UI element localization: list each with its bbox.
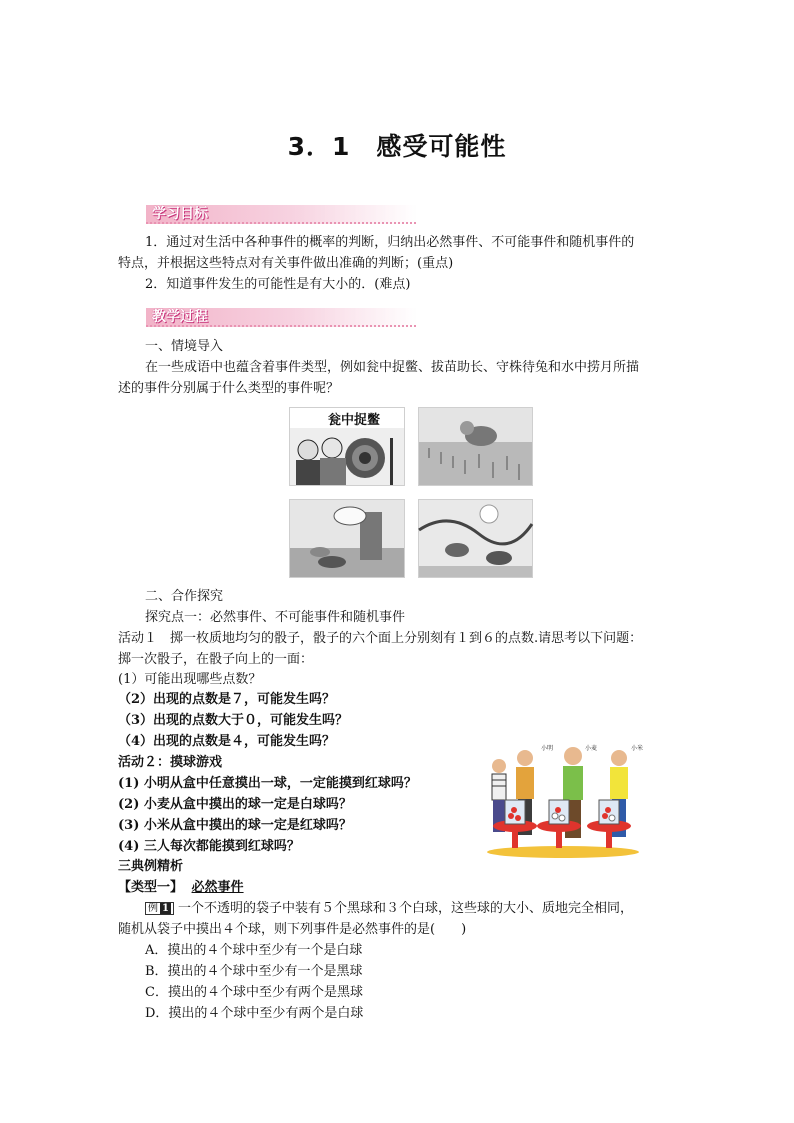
idiom-image-rabbit xyxy=(289,499,405,578)
type-1-name: 必然事件 xyxy=(191,880,244,895)
section-banner-process xyxy=(146,308,416,327)
example-option-c: C．摸出的４个球中至少有两个是黑球 xyxy=(145,985,363,1000)
example-option-a: A．摸出的４个球中至少有一个是白球 xyxy=(145,943,363,958)
type-1-heading xyxy=(118,878,244,898)
goal-1-line-1: 1．通过对生活中各种事件的概率的判断，归纳出必然事件、不可能事件和随机事件的 xyxy=(145,235,635,250)
activity-2-q3: (3) 小米从盒中摸出的球一定是红球吗？ xyxy=(118,818,352,833)
idiom-image-turtle xyxy=(289,407,405,486)
example-option-b: B．摸出的４个球中至少有一个是黑球 xyxy=(145,964,363,979)
example-badge xyxy=(145,902,174,915)
example-badge-label: 例 xyxy=(148,903,158,914)
banner-label: 学习目标 xyxy=(152,206,208,222)
question-3: （3）出现的点数大于０，可能发生吗？ xyxy=(118,713,349,728)
explore-point-1: 探究点一：必然事件、不可能事件和随机事件 xyxy=(145,610,406,625)
section-banner-goals xyxy=(146,205,416,224)
kid-name-1: 小明 xyxy=(541,745,554,752)
question-2: （2）出现的点数是７，可能发生吗？ xyxy=(118,692,336,707)
example-badge-number: 1 xyxy=(162,903,169,914)
example-1-line-2: 随机从袋子中摸出４个球，则下列事件是必然事件的是( ) xyxy=(118,922,467,937)
activity-2-q2: (2) 小麦从盒中摸出的球一定是白球吗？ xyxy=(118,797,352,812)
page-title: 3．1 感受可能性 xyxy=(287,132,507,161)
banner-label: 教学过程 xyxy=(152,309,208,325)
intro-heading: 一、情境导入 xyxy=(145,339,224,354)
question-1: (1）可能出现哪些点数？ xyxy=(118,672,262,687)
example-option-d: D．摸出的４个球中至少有两个是白球 xyxy=(145,1006,364,1021)
idiom-image-seedlings xyxy=(418,407,533,486)
intro-paragraph-line-2: 述的事件分别属于什么类型的事件呢？ xyxy=(118,381,340,396)
activity-2-q4: (4) 三人每次都能摸到红球吗？ xyxy=(118,839,300,854)
activity-1-line-1: 活动１ 掷一枚质地均匀的骰子，骰子的六个面上分别刻有１到６的点数.请思考以下问题： xyxy=(118,631,643,646)
explore-heading: 二、合作探究 xyxy=(145,589,224,604)
goal-1-line-2: 特点，并根据这些特点对有关事件做出准确的判断；(重点) xyxy=(118,256,454,271)
type-1-bracket: 【类型一】 xyxy=(118,880,184,895)
kid-name-3: 小米 xyxy=(631,745,644,752)
example-1-line-1 xyxy=(145,899,633,919)
activity-2-title: 活动２：摸球游戏 xyxy=(118,755,223,770)
activity-2-q1: (1) 小明从盒中任意摸出一球，一定能摸到红球吗？ xyxy=(118,776,417,791)
kid-name-2: 小麦 xyxy=(585,745,598,752)
idiom-caption: 瓮中捉鳖 xyxy=(327,413,381,428)
activity-1-line-2: 掷一次骰子，在骰子向上的一面： xyxy=(118,652,314,667)
examples-heading: 三典例精析 xyxy=(118,859,184,874)
ball-game-illustration xyxy=(485,744,644,858)
example-1-text-1: 一个不透明的袋子中装有５个黑球和３个白球，这些球的大小、质地完全相同， xyxy=(177,901,633,916)
goal-2: 2．知道事件发生的可能性是有大小的．(难点) xyxy=(145,277,411,292)
idiom-image-moon xyxy=(418,499,533,578)
intro-paragraph-line-1: 在一些成语中也蕴含着事件类型，例如瓮中捉鳖、拔苗助长、守株待兔和水中捞月所描 xyxy=(145,360,640,375)
question-4: （4）出现的点数是４，可能发生吗？ xyxy=(118,734,336,749)
